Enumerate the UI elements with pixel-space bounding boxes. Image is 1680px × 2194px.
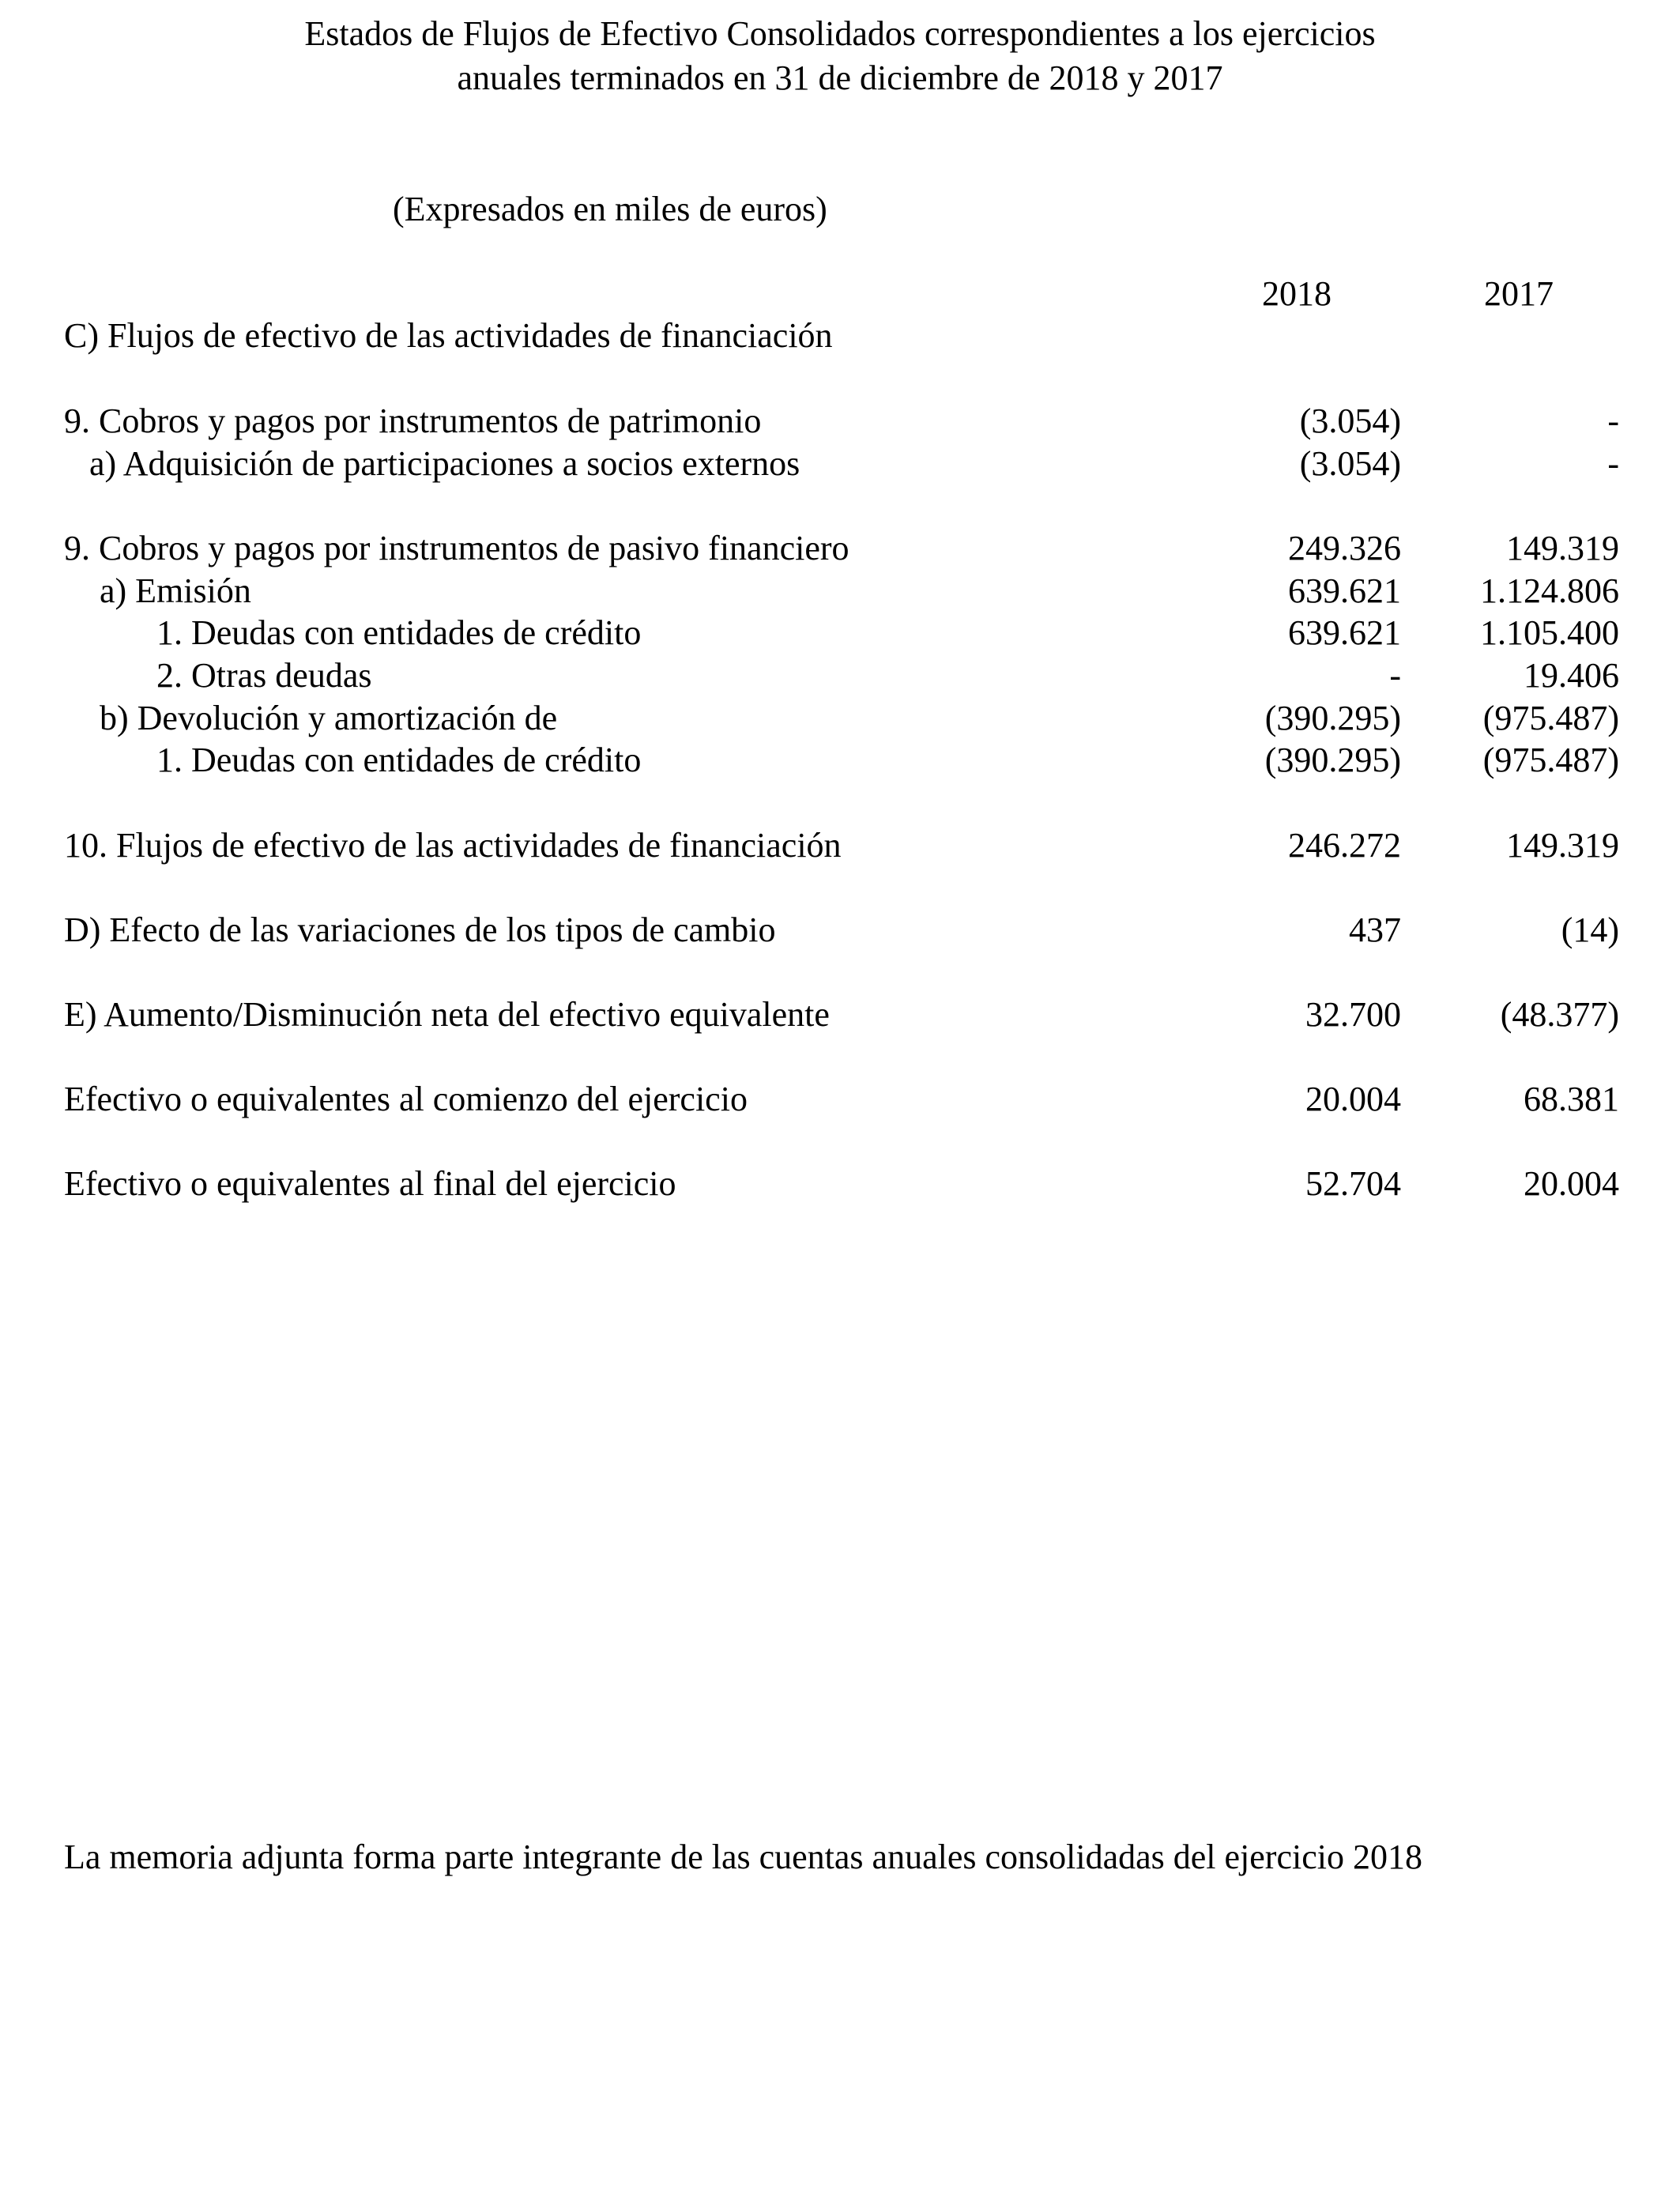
value-2017: (975.487)	[1482, 741, 1619, 779]
value-2017: 19.406	[1524, 656, 1619, 695]
column-header-2017: 2017	[1484, 274, 1554, 313]
row-label: b) Devolución y amortización de	[100, 699, 558, 737]
table-row	[0, 400, 1680, 443]
row-label: 9. Cobros y pagos por instrumentos de patrimonio	[64, 401, 762, 440]
value-2018: 32.700	[1305, 995, 1401, 1034]
row-label: a) Adquisición de participaciones a socios externos	[89, 444, 800, 483]
value-2017: 1.105.400	[1480, 613, 1619, 652]
row-label: 2. Otras deudas	[156, 656, 372, 695]
value-2018: (3.054)	[1299, 401, 1401, 440]
value-2017: (48.377)	[1500, 995, 1619, 1034]
footer-note: La memoria adjunta forma parte integrante de las cuentas anuales consolidadas del ejercicio 2018	[64, 1838, 1422, 1876]
value-2017: 20.004	[1524, 1164, 1619, 1203]
table-row	[0, 1163, 1680, 1205]
value-2017: (14)	[1561, 910, 1619, 949]
table-row	[0, 697, 1680, 740]
table-row	[0, 570, 1680, 613]
value-2018: 639.621	[1288, 613, 1401, 652]
row-label: 1. Deudas con entidades de crédito	[156, 613, 642, 652]
table-row	[0, 443, 1680, 485]
value-2018: 249.326	[1288, 529, 1401, 567]
row-label: Efectivo o equivalentes al comienzo del ejercicio	[64, 1080, 748, 1118]
row-label: Efectivo o equivalentes al final del ejercicio	[64, 1164, 676, 1203]
row-label: 9. Cobros y pagos por instrumentos de pasivo financiero	[64, 529, 849, 567]
row-label: 10. Flujos de efectivo de las actividades de financiación	[64, 826, 842, 865]
table-row	[0, 1078, 1680, 1121]
row-label: E) Aumento/Disminución neta del efectivo equivalente	[64, 995, 830, 1034]
table-row	[0, 824, 1680, 867]
currency-note: (Expresados en miles de euros)	[393, 190, 827, 228]
value-2017: 1.124.806	[1480, 571, 1619, 610]
value-2017: -	[1607, 444, 1619, 483]
row-label: C) Flujos de efectivo de las actividades de financiación	[64, 316, 833, 355]
value-2017: (975.487)	[1482, 699, 1619, 737]
row-label: a) Emisión	[100, 571, 251, 610]
table-row	[0, 612, 1680, 654]
row-label: 1. Deudas con entidades de crédito	[156, 741, 642, 779]
table-row	[0, 654, 1680, 697]
value-2018: 52.704	[1305, 1164, 1401, 1203]
statement-title-line-1: Estados de Flujos de Efectivo Consolidados correspondientes a los ejercicios	[304, 14, 1376, 53]
value-2018: 639.621	[1288, 571, 1401, 610]
column-header-2018: 2018	[1262, 274, 1332, 313]
value-2018: -	[1389, 656, 1401, 695]
table-row	[0, 909, 1680, 952]
value-2017: -	[1607, 401, 1619, 440]
statement-title-line-2: anuales terminados en 31 de diciembre de 2018 y 2017	[457, 58, 1223, 97]
table-row	[0, 739, 1680, 782]
value-2018: 437	[1349, 910, 1401, 949]
table-row	[0, 993, 1680, 1036]
value-2018: 20.004	[1305, 1080, 1401, 1118]
row-label: D) Efecto de las variaciones de los tipos de cambio	[64, 910, 776, 949]
value-2018: (3.054)	[1299, 444, 1401, 483]
value-2018: (390.295)	[1264, 741, 1401, 779]
value-2017: 149.319	[1506, 529, 1619, 567]
value-2017: 68.381	[1524, 1080, 1619, 1118]
table-row	[0, 527, 1680, 570]
value-2018: (390.295)	[1264, 699, 1401, 737]
value-2017: 149.319	[1506, 826, 1619, 865]
section-heading-financing	[0, 315, 1680, 357]
value-2018: 246.272	[1288, 826, 1401, 865]
